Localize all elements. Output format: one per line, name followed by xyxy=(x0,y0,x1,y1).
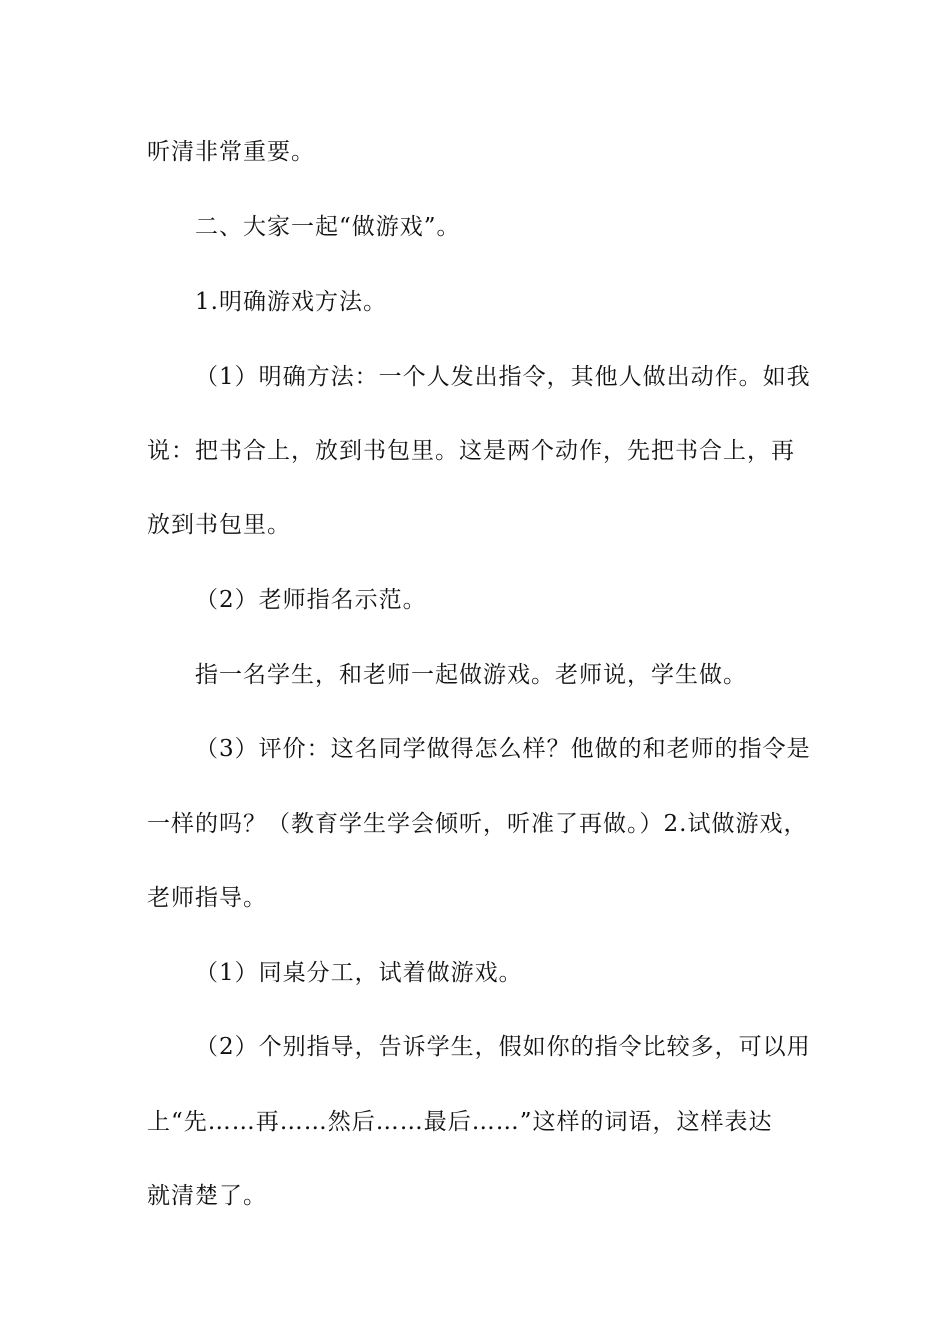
text-line: （2）老师指名示范。 xyxy=(195,587,427,613)
text-line: 老师指导。 xyxy=(147,885,267,911)
text-line: 放到书包里。 xyxy=(147,512,291,538)
text-line: 说：把书合上，放到书包里。这是两个动作，先把书合上，再 xyxy=(147,438,795,464)
text-line: 指一名学生，和老师一起做游戏。老师说，学生做。 xyxy=(195,662,747,688)
text-line: 上“先……再……然后……最后……”这样的词语，这样表达 xyxy=(147,1109,773,1135)
text-line: 一样的吗？（教育学生学会倾听，听准了再做。）2.试做游戏， xyxy=(147,811,808,837)
text-line: （3）评价：这名同学做得怎么样？他做的和老师的指令是 xyxy=(195,736,811,762)
subsection-heading: 1.明确游戏方法。 xyxy=(195,289,387,315)
text-line: 就清楚了。 xyxy=(147,1183,267,1209)
text-line: （2）个别指导，告诉学生，假如你的指令比较多，可以用 xyxy=(195,1034,811,1060)
text-line: 听清非常重要。 xyxy=(147,139,315,165)
text-line: （1）明确方法：一个人发出指令，其他人做出动作。如我 xyxy=(195,364,811,390)
section-heading: 二、大家一起“做游戏”。 xyxy=(195,214,461,240)
text-line: （1）同桌分工，试着做游戏。 xyxy=(195,960,523,986)
